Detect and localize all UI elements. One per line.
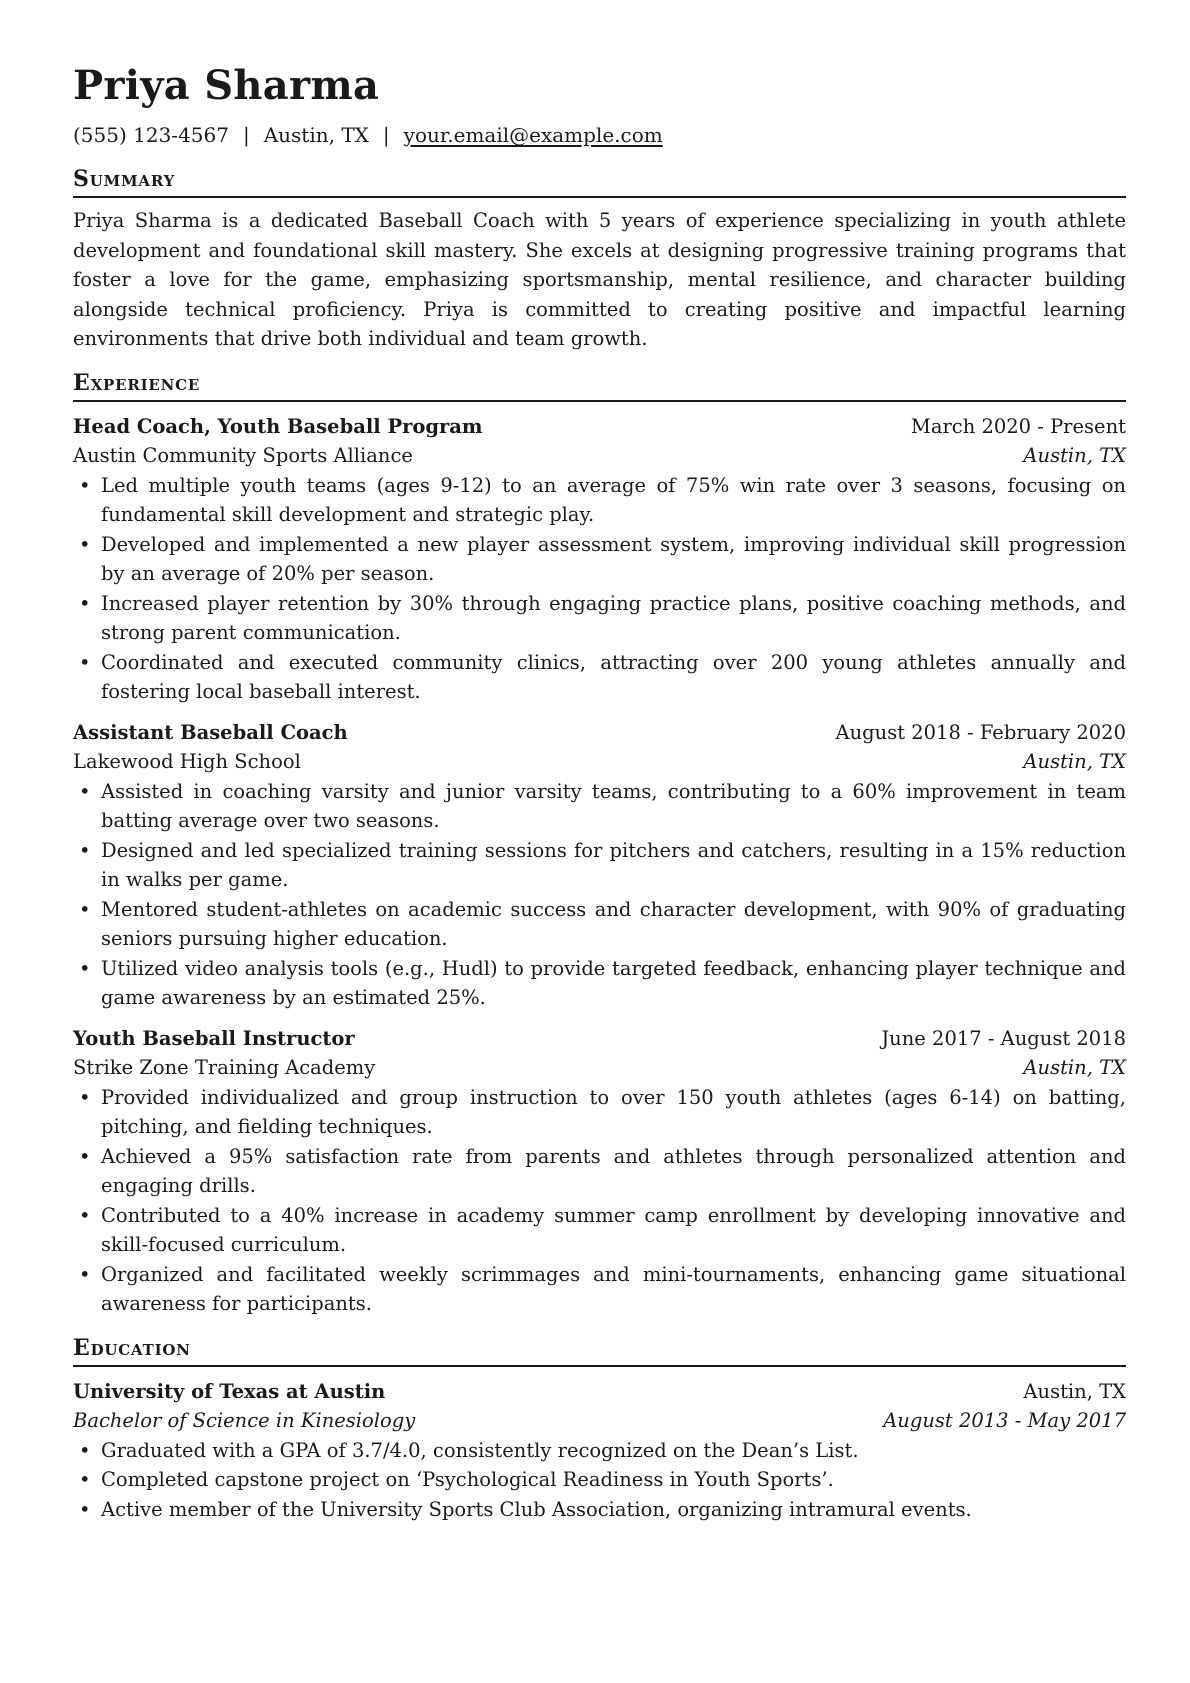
bullet-item: • Increased player retention by 30% through engaging practice plans, positive coaching methods, and strong parent communication. bbox=[73, 589, 1126, 648]
section-title-education: Education bbox=[73, 1333, 1126, 1367]
location: Austin, TX bbox=[263, 123, 369, 147]
summary-section bbox=[73, 164, 1126, 354]
job-header-row bbox=[73, 412, 1126, 442]
job-title: Assistant Baseball Coach bbox=[73, 720, 348, 744]
bullet-item: • Active member of the University Sports Club Association, organizing intramural events. bbox=[73, 1495, 1126, 1525]
job-organization: Austin Community Sports Alliance bbox=[73, 444, 413, 467]
school-name: University of Texas at Austin bbox=[73, 1379, 386, 1403]
bullet-item: • Utilized video analysis tools (e.g., Hudl) to provide targeted feedback, enhancing player technique and game awareness by an estimated 25%. bbox=[73, 954, 1126, 1013]
bullet-item: • Graduated with a GPA of 3.7/4.0, consistently recognized on the Dean’s List. bbox=[73, 1436, 1126, 1466]
bullet-item: • Contributed to a 40% increase in academy summer camp enrollment by developing innovative and skill-focused curriculum. bbox=[73, 1201, 1126, 1260]
education-section bbox=[73, 1333, 1126, 1525]
contact-separator: | bbox=[242, 123, 250, 147]
bullet-item: • Organized and facilitated weekly scrimmages and mini-tournaments, enhancing game situational awareness for participants. bbox=[73, 1260, 1126, 1319]
bullet-item: • Designed and led specialized training sessions for pitchers and catchers, resulting in a 15% reduction in walks per game. bbox=[73, 836, 1126, 895]
bullet-item: • Developed and implemented a new player assessment system, improving individual skill progression by an average of 20% per season. bbox=[73, 530, 1126, 589]
section-title-experience: Experience bbox=[73, 368, 1126, 402]
contact-separator: | bbox=[382, 123, 390, 147]
job-org-row bbox=[73, 441, 1126, 471]
job-org-row bbox=[73, 747, 1126, 777]
job-dates: March 2020 - Present bbox=[910, 414, 1126, 438]
email-link[interactable]: your.email@example.com bbox=[403, 123, 663, 147]
job-bullets bbox=[73, 777, 1126, 1013]
bullet-item: • Achieved a 95% satisfaction rate from parents and athletes through personalized attention and engaging drills. bbox=[73, 1142, 1126, 1201]
job-entry bbox=[73, 1024, 1126, 1319]
bullet-item: • Mentored student-athletes on academic success and character development, with 90% of graduating seniors pursuing higher education. bbox=[73, 895, 1126, 954]
job-entry bbox=[73, 718, 1126, 1013]
job-bullets bbox=[73, 1083, 1126, 1319]
education-bullets bbox=[73, 1436, 1126, 1525]
job-header-row bbox=[73, 718, 1126, 748]
bullet-item: • Coordinated and executed community clinics, attracting over 200 young athletes annually and fostering local baseball interest. bbox=[73, 648, 1126, 707]
education-header-row bbox=[73, 1377, 1126, 1407]
degree-name: Bachelor of Science in Kinesiology bbox=[73, 1409, 416, 1432]
phone-number: (555) 123-4567 bbox=[73, 123, 229, 147]
bullet-item: • Provided individualized and group instruction to over 150 youth athletes (ages 6-14) on batting, pitching, and fielding techniques. bbox=[73, 1083, 1126, 1142]
section-title-summary: Summary bbox=[73, 164, 1126, 198]
job-dates: August 2018 - February 2020 bbox=[835, 720, 1126, 744]
resume-page bbox=[73, 58, 1126, 1524]
candidate-name: Priya Sharma bbox=[73, 62, 380, 109]
school-location: Austin, TX bbox=[1023, 1379, 1126, 1403]
job-entry bbox=[73, 412, 1126, 707]
bullet-item: • Completed capstone project on ‘Psychological Readiness in Youth Sports’. bbox=[73, 1465, 1126, 1495]
education-dates: August 2013 - May 2017 bbox=[883, 1409, 1126, 1432]
job-organization: Strike Zone Training Academy bbox=[73, 1056, 376, 1079]
experience-section bbox=[73, 368, 1126, 1319]
contact-line bbox=[73, 120, 1126, 150]
degree-row bbox=[73, 1406, 1126, 1436]
summary-text: Priya Sharma is a dedicated Baseball Coach with 5 years of experience specializing in youth athlete development and foundational skill mastery. She excels at designing progressive training programs that foster a love for the game, emphasizing sportsmanship, mental resilience, and character building alongside technical proficiency. Priya is committed to creating positive and impactful learning environments that drive both individual and team growth. bbox=[73, 209, 1126, 350]
job-dates: June 2017 - August 2018 bbox=[881, 1026, 1126, 1050]
job-title: Youth Baseball Instructor bbox=[73, 1026, 355, 1050]
education-entry bbox=[73, 1377, 1126, 1525]
bullet-item: • Assisted in coaching varsity and junior varsity teams, contributing to a 60% improvement in team batting average over two seasons. bbox=[73, 777, 1126, 836]
job-bullets bbox=[73, 471, 1126, 707]
job-title: Head Coach, Youth Baseball Program bbox=[73, 414, 483, 438]
job-location: Austin, TX bbox=[1023, 444, 1126, 467]
job-organization: Lakewood High School bbox=[73, 750, 301, 773]
resume-header bbox=[73, 58, 1126, 150]
bullet-item: • Led multiple youth teams (ages 9-12) to an average of 75% win rate over 3 seasons, focusing on fundamental skill development and strategic play. bbox=[73, 471, 1126, 530]
job-location: Austin, TX bbox=[1023, 1056, 1126, 1079]
job-header-row bbox=[73, 1024, 1126, 1054]
job-location: Austin, TX bbox=[1023, 750, 1126, 773]
job-org-row bbox=[73, 1053, 1126, 1083]
